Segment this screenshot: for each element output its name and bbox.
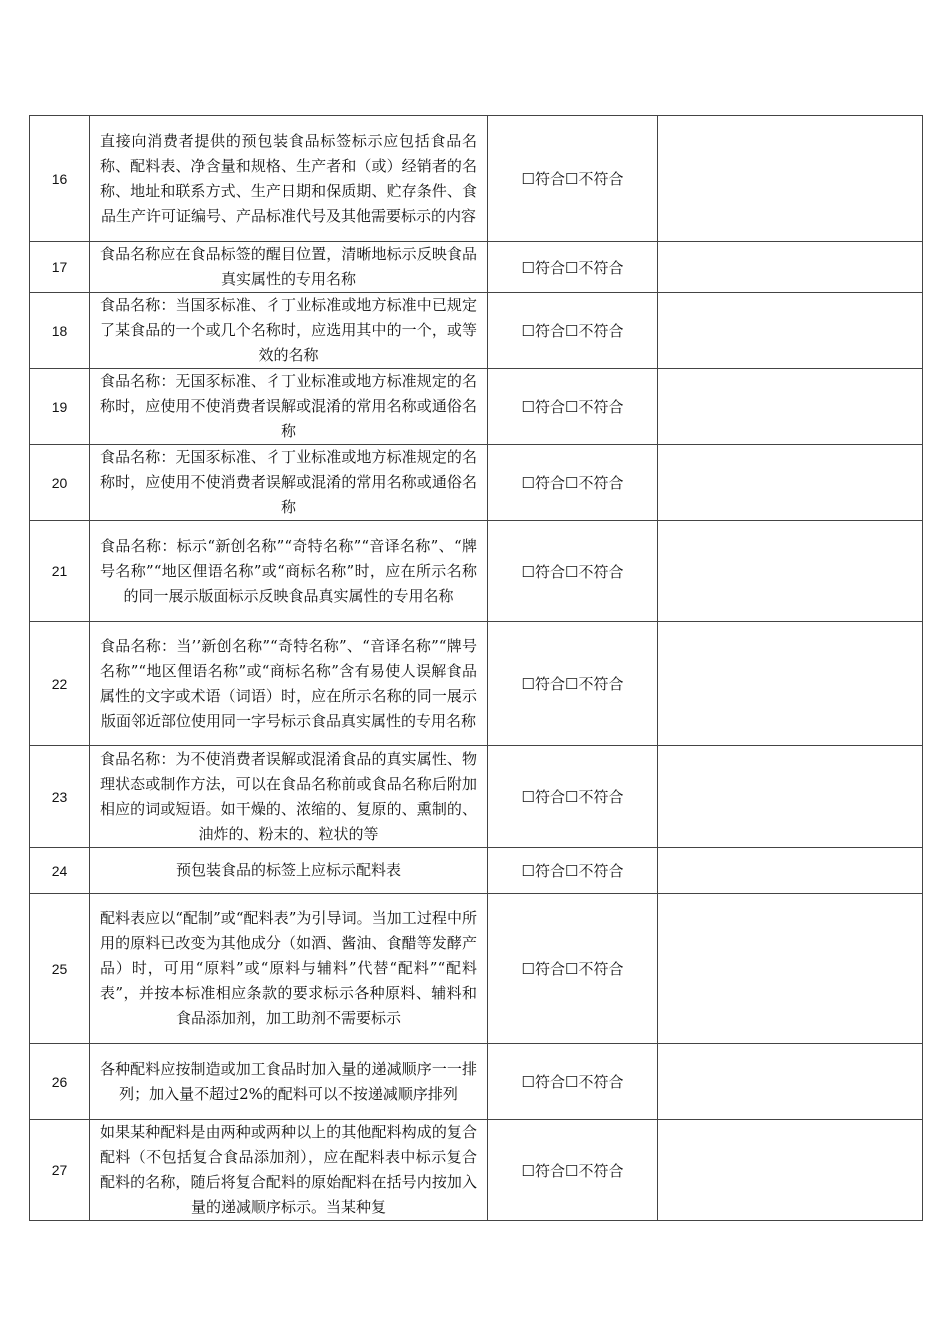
requirement-text: 预包装食品的标签上应标示配料表: [90, 848, 488, 894]
table-row: [30, 1044, 923, 1120]
row-number: 24: [30, 848, 90, 894]
remark-cell: [658, 622, 923, 746]
row-number: 18: [30, 293, 90, 369]
compliance-checkbox-options[interactable]: ☐符合☐不符合: [488, 848, 658, 894]
compliance-checkbox-options[interactable]: ☐符合☐不符合: [488, 894, 658, 1044]
table-row: [30, 622, 923, 746]
table-row: [30, 894, 923, 1044]
table-row: [30, 293, 923, 369]
row-number: 22: [30, 622, 90, 746]
remark-cell: [658, 521, 923, 622]
compliance-checkbox-options[interactable]: ☐符合☐不符合: [488, 445, 658, 521]
table-row: [30, 521, 923, 622]
remark-cell: [658, 293, 923, 369]
requirement-text: 食品名称：无国豕标准、彳丁业标准或地方标准规定的名称时，应使用不使消费者误解或混淆的常用名称或通俗名称: [90, 445, 488, 521]
row-number: 21: [30, 521, 90, 622]
requirement-text: 食品名称：无国豕标准、彳丁业标准或地方标准规定的名称时，应使用不使消费者误解或混淆的常用名称或通俗名称: [90, 369, 488, 445]
compliance-checkbox-options[interactable]: ☐符合☐不符合: [488, 1044, 658, 1120]
table-row: [30, 445, 923, 521]
inspection-checklist-table: [29, 115, 923, 1221]
row-number: 23: [30, 746, 90, 848]
row-number: 26: [30, 1044, 90, 1120]
compliance-checkbox-options[interactable]: ☐符合☐不符合: [488, 521, 658, 622]
compliance-checkbox-options[interactable]: ☐符合☐不符合: [488, 1120, 658, 1221]
table-row: [30, 1120, 923, 1221]
remark-cell: [658, 242, 923, 293]
remark-cell: [658, 894, 923, 1044]
compliance-checkbox-options[interactable]: ☐符合☐不符合: [488, 746, 658, 848]
remark-cell: [658, 369, 923, 445]
table-row: [30, 242, 923, 293]
row-number: 16: [30, 116, 90, 242]
row-number: 20: [30, 445, 90, 521]
compliance-checkbox-options[interactable]: ☐符合☐不符合: [488, 369, 658, 445]
compliance-checkbox-options[interactable]: ☐符合☐不符合: [488, 293, 658, 369]
compliance-checkbox-options[interactable]: ☐符合☐不符合: [488, 622, 658, 746]
compliance-checkbox-options[interactable]: ☐符合☐不符合: [488, 116, 658, 242]
remark-cell: [658, 116, 923, 242]
remark-cell: [658, 746, 923, 848]
requirement-text: 如果某种配料是由两种或两种以上的其他配料构成的复合配料（不包括复合食品添加剂），应在配料表中标示复合配料的名称，随后将复合配料的原始配料在括号内按加入量的递减顺序标示。当某种复: [90, 1120, 488, 1221]
requirement-text: 各种配料应按制造或加工食品时加入量的递减顺序一一排列；加入量不超过2%的配料可以不按递减顺序排列: [90, 1044, 488, 1120]
requirement-text: 食品名称：当’’新创名称”“奇特名称”、“音译名称”“牌号名称”“地区俚语名称”或“商标名称”含有易使人误解食品属性的文字或术语（词语）时，应在所示名称的同一展示版面邻近部位使用同一字号标示食品真实属性的专用名称: [90, 622, 488, 746]
requirement-text: 直接向消费者提供的预包装食品标签标示应包括食品名称、配料表、净含量和规格、生产者和（或）经销者的名称、地址和联系方式、生产日期和保质期、贮存条件、食品生产许可证编号、产品标准代号及其他需要标示的内容: [90, 116, 488, 242]
requirement-text: 配料表应以“配制”或“配料表”为引导词。当加工过程中所用的原料已改变为其他成分（如酒、酱油、食醋等发酵产品）时，可用“原料”或“原料与辅料”代替“配料”“配料表”，并按本标准相应条款的要求标示各种原料、辅料和食品添加剂，加工助剂不需要标示: [90, 894, 488, 1044]
requirement-text: 食品名称：标示“新创名称”“奇特名称”“音译名称”、“牌号名称”“地区俚语名称”或“商标名称”时，应在所示名称的同一展示版面标示反映食品真实属性的专用名称: [90, 521, 488, 622]
remark-cell: [658, 1044, 923, 1120]
remark-cell: [658, 1120, 923, 1221]
table-row: [30, 848, 923, 894]
requirement-text: 食品名称：当国豕标准、彳丁业标准或地方标准中已规定了某食品的一个或几个名称时，应选用其中的一个，或等效的名称: [90, 293, 488, 369]
remark-cell: [658, 445, 923, 521]
requirement-text: 食品名称：为不使消费者误解或混淆食品的真实属性、物理状态或制作方法，可以在食品名称前或食品名称后附加相应的词或短语。如干燥的、浓缩的、复原的、熏制的、油炸的、粉末的、粒状的等: [90, 746, 488, 848]
table-row: [30, 369, 923, 445]
row-number: 27: [30, 1120, 90, 1221]
compliance-checkbox-options[interactable]: ☐符合☐不符合: [488, 242, 658, 293]
row-number: 25: [30, 894, 90, 1044]
table-row: [30, 746, 923, 848]
table-row: [30, 116, 923, 242]
remark-cell: [658, 848, 923, 894]
row-number: 19: [30, 369, 90, 445]
requirement-text: 食品名称应在食品标签的醒目位置，清晰地标示反映食品真实属性的专用名称: [90, 242, 488, 293]
row-number: 17: [30, 242, 90, 293]
